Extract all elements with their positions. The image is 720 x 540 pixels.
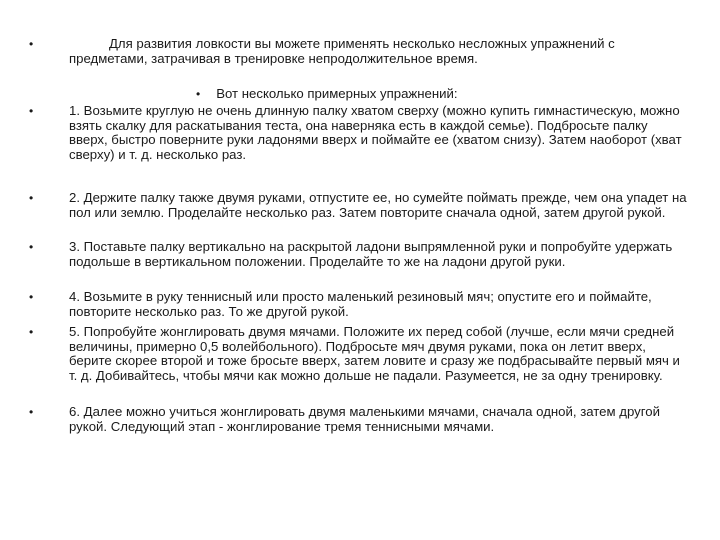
heading-text: Вот несколько примерных упражнений: [216, 86, 458, 101]
bullet-marker: • [29, 104, 34, 118]
bullet-marker: • [29, 405, 34, 419]
exercise-item-4: 4. Возьмите в руку теннисный или просто маленький резиновый мяч; опустите его и поймайте, повторите несколько раз. То же другой рукой. [69, 289, 652, 319]
exercises-heading [196, 87, 458, 102]
bullet-marker: • [196, 87, 201, 101]
bullet-marker: • [29, 290, 34, 304]
exercise-item-3: 3. Поставьте палку вертикально на раскрытой ладони выпрямленной руки и попробуйте удержать подольше в вертикальном положении. Проделайте то же на ладони другой руки. [69, 239, 673, 269]
exercise-item-6: 6. Далее можно учиться жонглировать двумя маленькими мячами, сначала одной, затем другой рукой. Следующий этап - жонглирование тремя теннисными мячами. [69, 404, 660, 434]
bullet-marker: • [29, 37, 34, 51]
intro-paragraph: Для развития ловкости вы можете применять несколько несложных упражнений с предметами, затрачивая в тренировке непродолжительное время. [69, 36, 615, 66]
bullet-marker: • [29, 325, 34, 339]
exercise-item-1: 1. Возьмите круглую не очень длинную палку хватом сверху (можно купить гимнастическую, можно взять скалку для раскатывания теста, она наверняка есть в каждой семье). Подбросьте палку вверх, быстро поверните руки ладонями вверх и поймайте ее (хватом снизу). Затем наоборот (хват сверху) и т. д. несколько раз. [69, 103, 682, 162]
exercise-item-2: 2. Держите палку также двумя руками, отпустите ее, но сумейте поймать прежде, чем она упадет на пол или землю. Проделайте несколько раз. Затем повторите сначала одной, затем другой рукой. [69, 190, 687, 220]
bullet-marker: • [29, 240, 34, 254]
exercise-item-5: 5. Попробуйте жонглировать двумя мячами. Положите их перед собой (лучше, если мячи средней величины, примерно 0,5 волейбольного). Подбросьте мяч двумя руками, пока он летит вверх, берите скорее второй и тоже бросьте вверх, затем ловите и сразу же подбрасывайте первый мяч и т. д. Добивайтесь, чтобы мячи как можно дольше не падали. Разумеется, не за одну тренировку. [69, 324, 680, 383]
bullet-marker: • [29, 191, 34, 205]
